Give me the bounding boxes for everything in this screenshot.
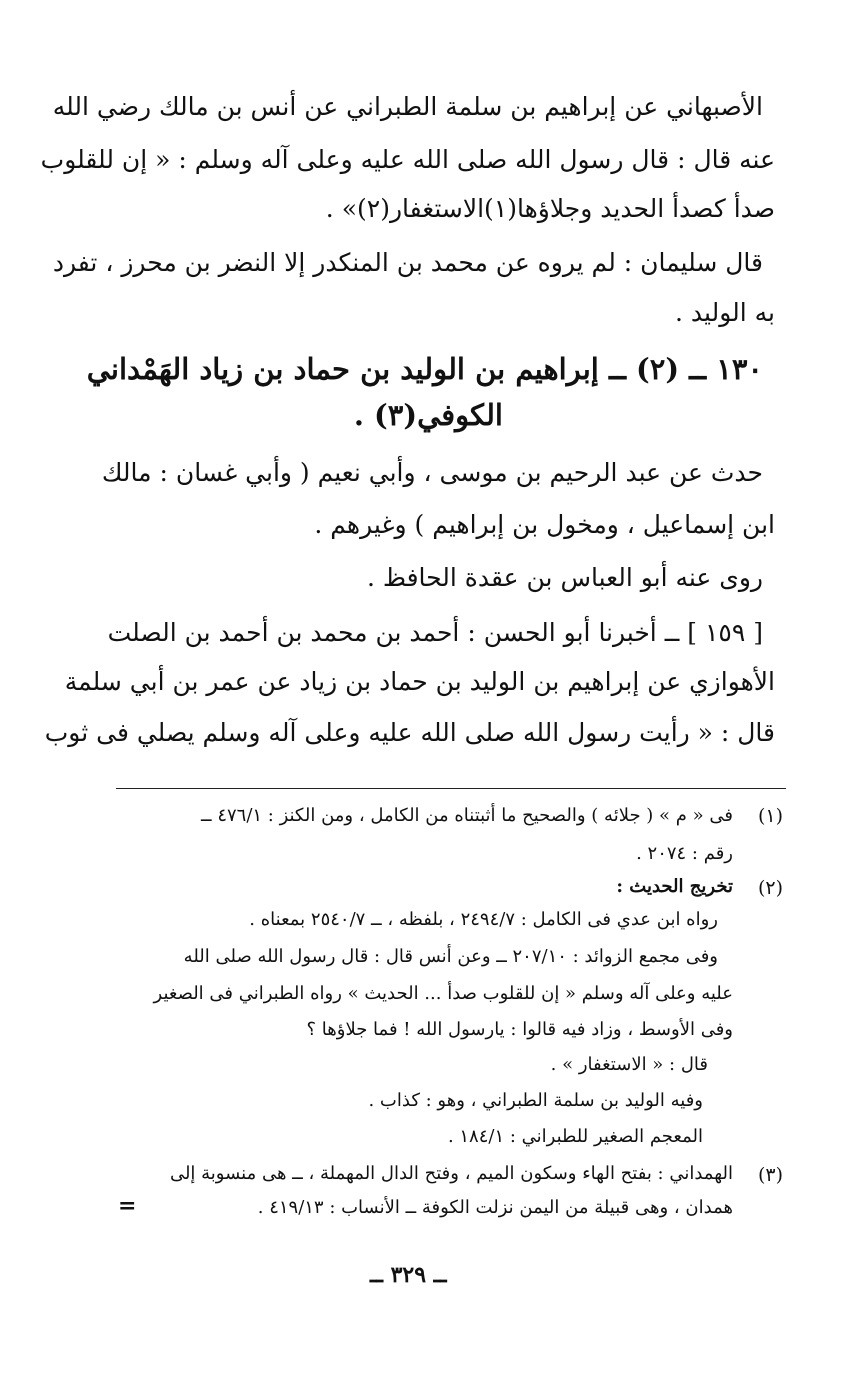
- body-line-2: عنه قال : قال رسول الله صلى الله عليه وعلى آله وسلم : « إن للقلوب: [40, 145, 775, 174]
- body-line-5: به الوليد .: [675, 298, 775, 327]
- body-line-1: الأصبهاني عن إبراهيم بن سلمة الطبراني عن أنس بن مالك رضي الله: [52, 92, 763, 121]
- body-line-9: [ ١٥٩ ] ــ أخبرنا أبو الحسن : أحمد بن محمد بن أحمد بن الصلت: [107, 618, 763, 647]
- body-line-7: ابن إسماعيل ، ومخول بن إبراهيم ) وغيرهم .: [314, 510, 775, 539]
- footnote-number-1: (١): [757, 805, 783, 827]
- continuation-mark: =: [118, 1193, 137, 1219]
- footnote-1-line-1: فى « م » ( جلائه ) والصحيح ما أثبتناه من الكامل ، ومن الكنز : ٤٧٦/١ ــ: [201, 805, 733, 826]
- footnote-2-heading: تخريج الحديث :: [616, 876, 733, 897]
- footnote-2-line-7: المعجم الصغير للطبراني : ١٨٤/١ .: [447, 1126, 703, 1147]
- footnote-2-line-4: وفى الأوسط ، وزاد فيه قالوا : يارسول الله ! فما جلاؤها ؟: [306, 1019, 733, 1040]
- body-line-11: قال : « رأيت رسول الله صلى الله عليه وعلى آله وسلم يصلي فى ثوب: [44, 718, 775, 747]
- body-line-10: الأهوازي عن إبراهيم بن الوليد بن حماد بن زياد عن عمر بن أبي سلمة: [64, 667, 775, 696]
- footnote-3-line-2: همدان ، وهى قبيلة من اليمن نزلت الكوفة ــ الأنساب : ٤١٩/١٣ .: [257, 1197, 733, 1218]
- footnote-2-line-6: وفيه الوليد بن سلمة الطبراني ، وهو : كذاب .: [368, 1090, 703, 1111]
- footnote-2-line-2: وفى مجمع الزوائد : ٢٠٧/١٠ ــ وعن أنس قال : قال رسول الله صلى الله: [183, 946, 718, 967]
- entry-heading-line-1: ١٣٠ ــ (٢) ــ إبراهيم بن الوليد بن حماد بن زياد الهَمْداني: [86, 352, 763, 386]
- footnote-2-line-3: عليه وعلى آله وسلم « إن للقلوب صدأ ... الحديث » رواه الطبراني فى الصغير: [153, 983, 733, 1004]
- body-line-8: روى عنه أبو العباس بن عقدة الحافظ .: [366, 563, 763, 592]
- page-number: ــ ٣٢٩ ــ: [370, 1262, 447, 1288]
- body-line-6: حدث عن عبد الرحيم بن موسى ، وأبي نعيم ( وأبي غسان : مالك: [101, 458, 763, 487]
- footnote-2-line-1: رواه ابن عدي فى الكامل : ٢٤٩٤/٧ ، بلفظه ، ــ ٢٥٤٠/٧ بمعناه .: [249, 909, 718, 930]
- body-line-3: صدأ كصدأ الحديد وجلاؤها(١)الاستغفار(٢)» .: [325, 194, 775, 223]
- footnote-3-line-1: الهمداني : بفتح الهاء وسكون الميم ، وفتح الدال المهملة ، ــ هى منسوبة إلى: [169, 1163, 733, 1184]
- footnote-number-2: (٢): [757, 877, 783, 899]
- footnote-2-line-5: قال : « الاستغفار » .: [550, 1054, 708, 1075]
- entry-heading-line-2: الكوفي(٣) .: [353, 398, 503, 432]
- body-line-4: قال سليمان : لم يروه عن محمد بن المنكدر إلا النضر بن محرز ، تفرد: [52, 248, 763, 277]
- footnote-number-3: (٣): [757, 1164, 783, 1186]
- footnote-1-line-2: رقم : ٢٠٧٤ .: [636, 843, 733, 864]
- footnote-separator: [116, 788, 786, 789]
